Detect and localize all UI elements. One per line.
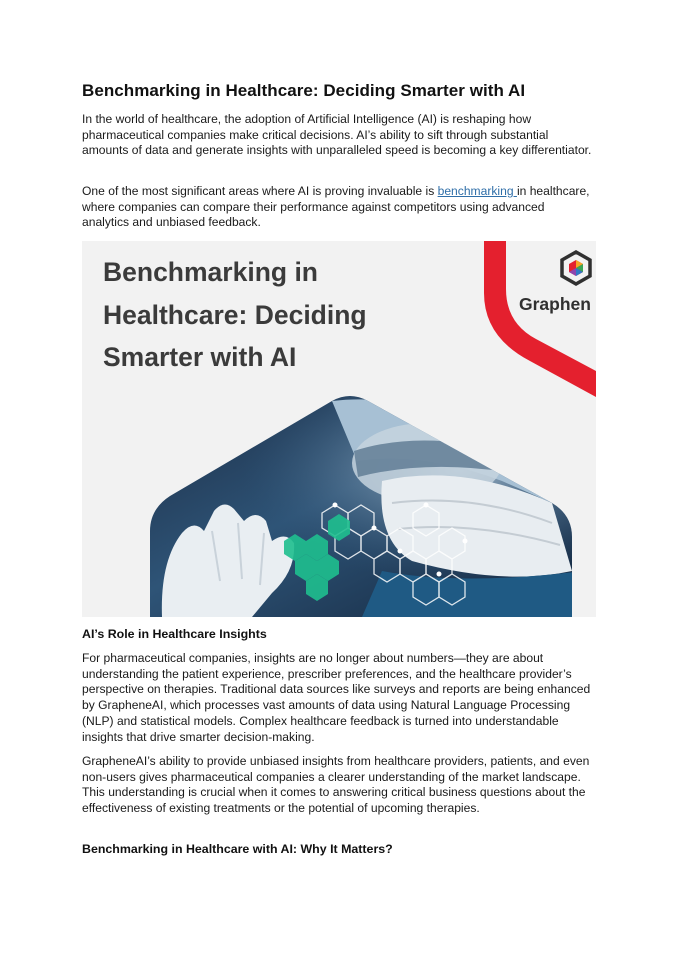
paragraph-text-after: in healthcare, where companies can compare their performance against competitors using advanced analytics and unbiased feedback. <box>82 184 590 230</box>
intro-paragraph: In the world of healthcare, the adoption of Artificial Intelligence (AI) is reshaping how pharmaceutical companies make critical decisions. AI’s ability to sift through substantial amounts of data and generate insights with unparalleled speed is becoming a key differentiator. <box>82 112 592 158</box>
graphene-logo-text: Graphen <box>519 294 591 314</box>
graphene-logo-icon <box>562 252 590 284</box>
page-title: Benchmarking in Healthcare: Deciding Smarter with AI <box>82 81 526 100</box>
benchmarking-paragraph <box>82 184 594 231</box>
ai-role-paragraph-2: GrapheneAI’s ability to provide unbiased insights from healthcare providers, patients, and even non-users gives pharmaceutical companies a clearer understanding of the market landscape. This understanding is crucial when it comes to answering critical business questions about the effectiveness of existing treatments or the potential of upcoming therapies. <box>82 754 590 816</box>
ai-role-paragraph-1: For pharmaceutical companies, insights are no longer about numbers—they are about understanding the patient experience, prescriber preferences, and the healthcare provider’s perspective on therapies. Traditional data sources like surveys and reports are being enhanced by GrapheneAI, which processes vast amounts of data using Natural Language Processing (NLP) and statistical models. Complex healthcare feedback is turned into understandable insights that drive smarter decision-making. <box>82 651 591 744</box>
section-heading-ai-role: AI’s Role in Healthcare Insights <box>82 627 267 641</box>
doctor-photo <box>142 391 582 617</box>
section-heading-why-it-matters: Benchmarking in Healthcare with AI: Why It Matters? <box>82 842 393 856</box>
benchmarking-link[interactable]: benchmarking <box>437 184 517 198</box>
article-banner-image <box>82 241 596 617</box>
banner-title: Benchmarking in Healthcare: Deciding Smarter with AI <box>103 257 367 372</box>
paragraph-text-before: One of the most significant areas where AI is proving invaluable is <box>82 184 438 198</box>
